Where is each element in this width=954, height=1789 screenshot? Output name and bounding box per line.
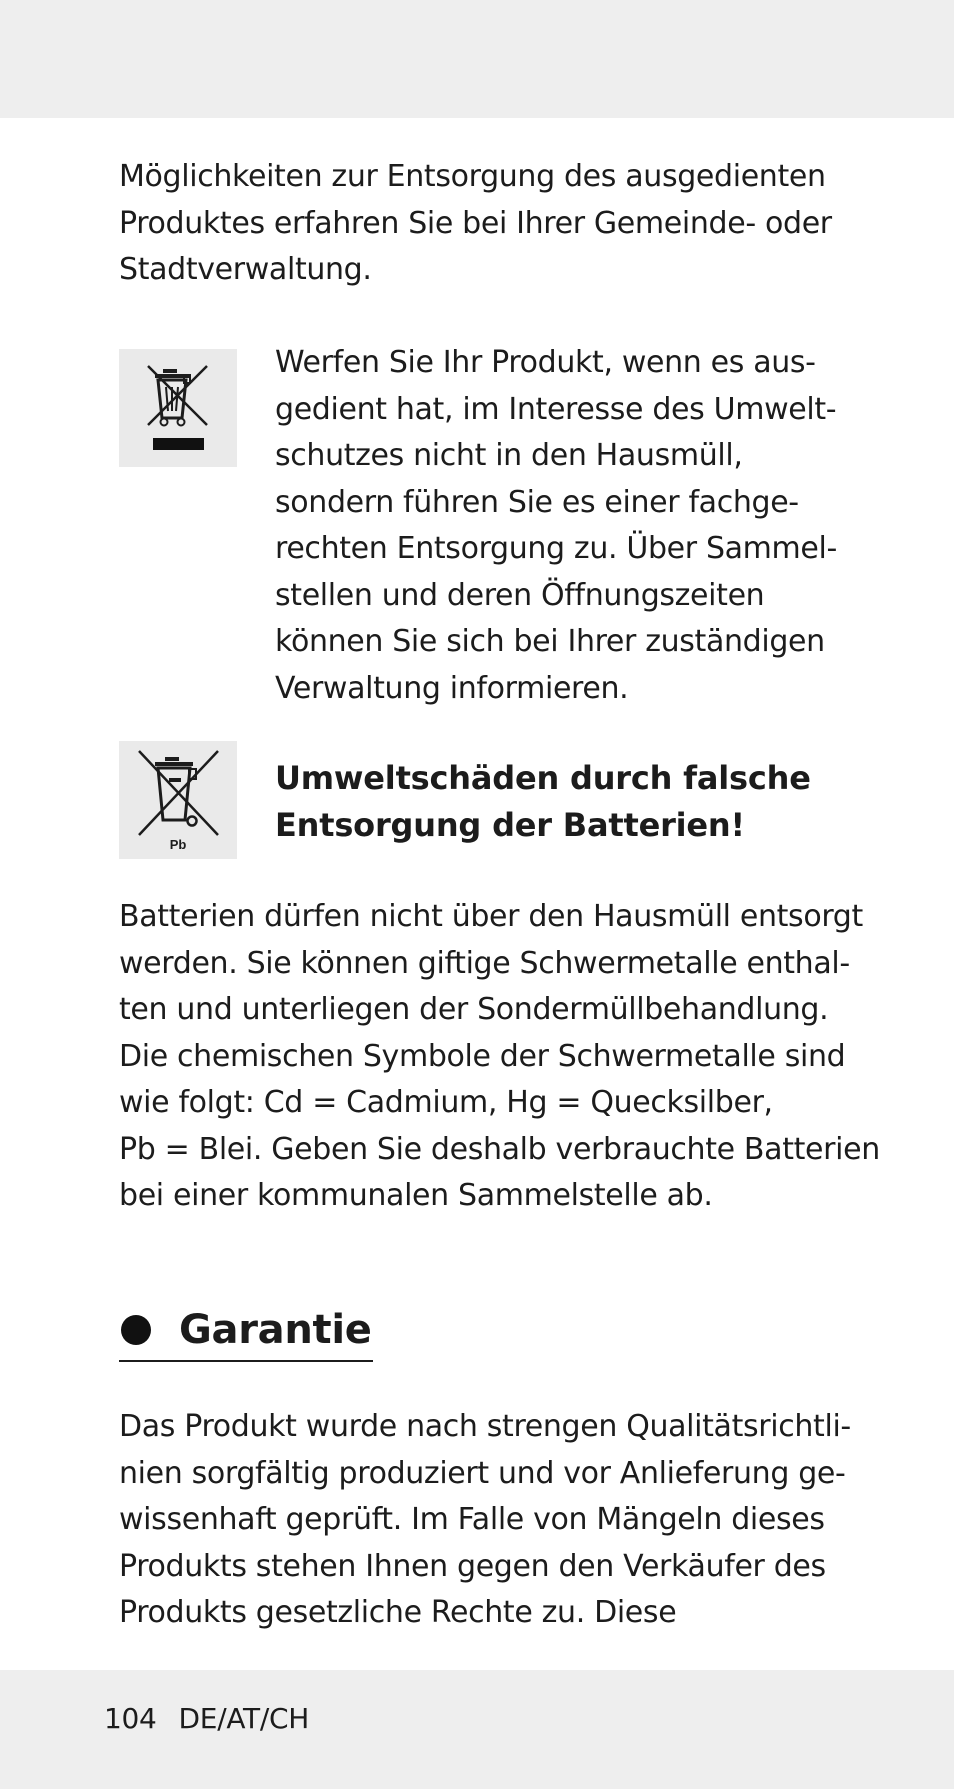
guarantee-line: nien sorgfältig produziert und vor Anlieferung ge-: [119, 1455, 846, 1491]
locale-label: DE/AT/CH: [178, 1702, 309, 1735]
disposal-line: können Sie sich bei Ihrer zuständigen: [275, 624, 825, 659]
intro-line: Stadtverwaltung.: [119, 252, 372, 287]
battery-line: werden. Sie können giftige Schwermetalle enthal-: [119, 945, 850, 981]
crossed-out-wheelie-bin-icon: [119, 349, 237, 467]
disposal-line: rechten Entsorgung zu. Über Sammel-: [275, 531, 837, 566]
guarantee-line: Produkts gesetzliche Rechte zu. Diese: [119, 1595, 677, 1630]
top-margin-band: [0, 0, 954, 118]
battery-disposal-icon: [119, 741, 237, 859]
guarantee-line: Das Produkt wurde nach strengen Qualitätsrichtli-: [119, 1409, 851, 1444]
warning-title-line: Entsorgung der Batterien!: [275, 806, 745, 844]
intro-line: Produktes erfahren Sie bei Ihrer Gemeinde- oder: [119, 205, 832, 241]
intro-paragraph: [119, 154, 832, 294]
bullet-icon: [121, 1315, 151, 1345]
warning-title-line: Umweltschäden durch falsche: [275, 759, 811, 797]
guarantee-line: Produkts stehen Ihnen gegen den Verkäufer des: [119, 1548, 826, 1584]
intro-line: Möglichkeiten zur Entsorgung des ausgedienten: [119, 159, 826, 194]
battery-line: Pb = Blei. Geben Sie deshalb verbrauchte Batterien: [119, 1131, 880, 1167]
battery-warning-title: [275, 755, 811, 849]
section-heading-garantie: [119, 1302, 373, 1362]
page-number: 104: [104, 1702, 157, 1735]
battery-line: Die chemischen Symbole der Schwermetalle sind: [119, 1038, 846, 1074]
guarantee-line: wissenhaft geprüft. Im Falle von Mängeln dieses: [119, 1502, 825, 1537]
disposal-line: Werfen Sie Ihr Produkt, wenn es aus-: [275, 345, 816, 380]
disposal-notice-paragraph: [275, 340, 837, 712]
battery-line: Batterien dürfen nicht über den Hausmüll entsorgt: [119, 899, 863, 934]
section-heading-text: Garantie: [179, 1307, 372, 1353]
battery-line: wie folgt: Cd = Cadmium, Hg = Quecksilber,: [119, 1085, 773, 1120]
disposal-line: gedient hat, im Interesse des Umwelt-: [275, 391, 837, 427]
disposal-line: Verwaltung informieren.: [275, 670, 629, 706]
disposal-line: stellen und deren Öffnungszeiten: [275, 577, 765, 613]
battery-paragraph: [119, 894, 880, 1220]
battery-line: ten und unterliegen der Sondermüllbehandlung.: [119, 992, 829, 1027]
disposal-line: schutzes nicht in den Hausmüll,: [275, 438, 743, 473]
battery-line: bei einer kommunalen Sammelstelle ab.: [119, 1178, 713, 1213]
pb-label: Pb: [169, 837, 187, 852]
disposal-line: sondern führen Sie es einer fachge-: [275, 484, 799, 520]
page-footer: [104, 1699, 309, 1739]
guarantee-paragraph: [119, 1404, 851, 1637]
